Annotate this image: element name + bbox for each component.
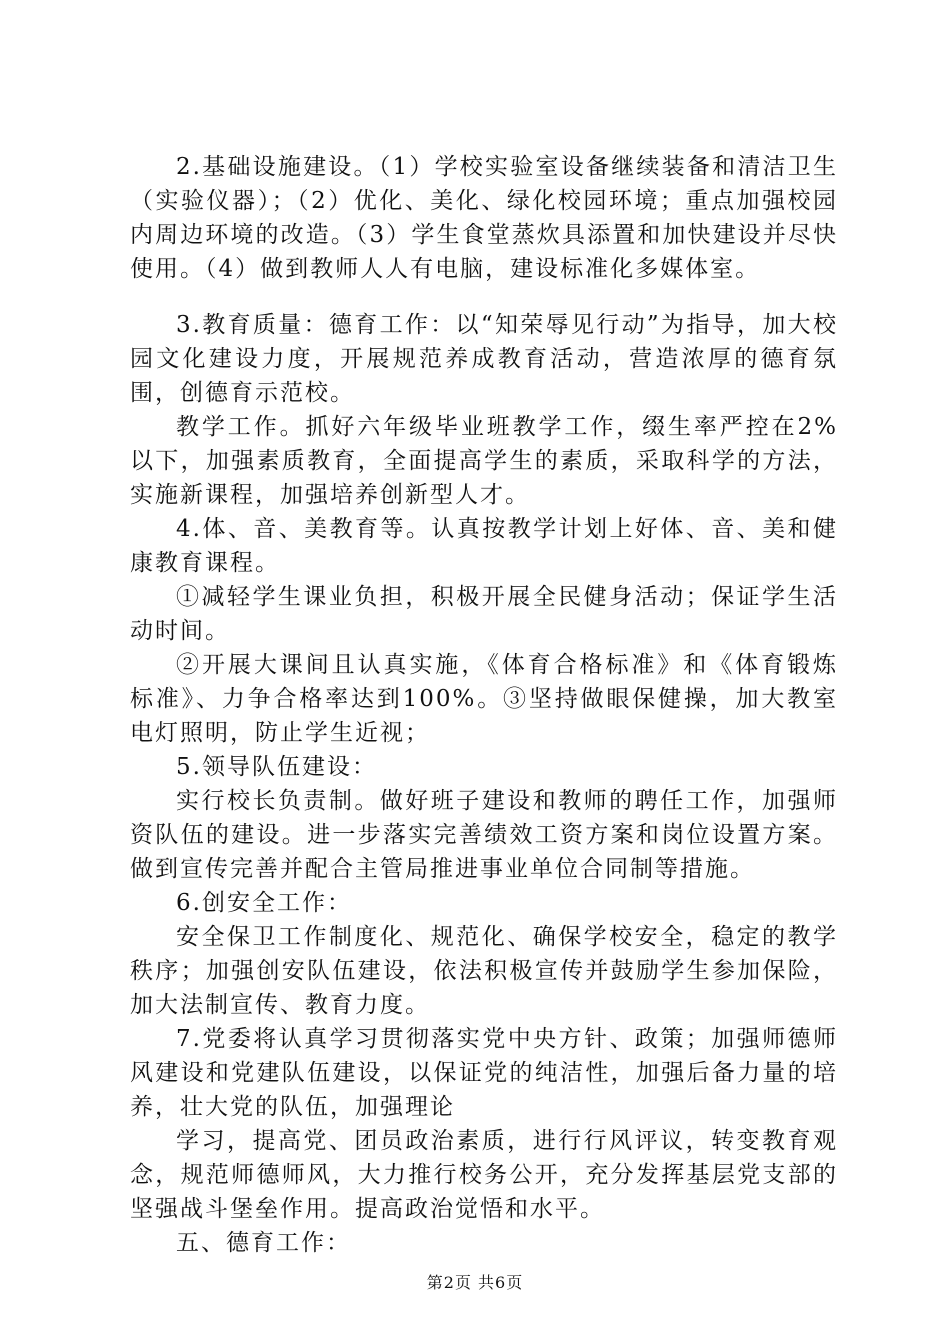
paragraph-item-2: ②开展大课间且认真实施，《体育合格标准》和《体育锻炼标准》、力争合格率达到100%。③坚持做眼保健操，加大教室电灯照明，防止学生近视； bbox=[130, 652, 838, 746]
paragraph-education-quality: 3.教育质量：德育工作：以“知荣辱见行动”为指导，加大校园文化建设力度，开展规范养成教育活动，营造浓厚的德育氛围，创德育示范校。 bbox=[130, 312, 838, 406]
paragraph-arts-sports: 4.体、音、美教育等。认真按教学计划上好体、音、美和健康教育课程。 bbox=[130, 516, 838, 576]
paragraph-leadership-body: 实行校长负责制。做好班子建设和教师的聘任工作，加强师资队伍的建设。进一步落实完善绩效工资方案和岗位设置方案。做到宣传完善并配合主管局推进事业单位合同制等措施。 bbox=[130, 788, 838, 882]
paragraph-safety-heading: 6.创安全工作： bbox=[176, 890, 352, 916]
paragraph-party-committee: 7.党委将认真学习贯彻落实党中央方针、政策；加强师德师风建设和党建队伍建设，以保证党的纯洁性，加强后备力量的培养，壮大党的队伍，加强理论 bbox=[130, 1026, 838, 1120]
paragraph-moral-education-heading: 五、德育工作： bbox=[176, 1230, 351, 1256]
paragraph-party-study: 学习，提高党、团员政治素质，进行行风评议，转变教育观念，规范师德师风，大力推行校务公开，充分发挥基层党支部的坚强战斗堡垒作用。提高政治觉悟和水平。 bbox=[130, 1128, 838, 1222]
paragraph-safety-body: 安全保卫工作制度化、规范化、确保学校安全，稳定的教学秩序；加强创安队伍建设，依法积极宣传并鼓励学生参加保险，加大法制宣传、教育力度。 bbox=[130, 924, 838, 1018]
paragraph-item-1: ①减轻学生课业负担，积极开展全民健身活动；保证学生活动时间。 bbox=[130, 584, 838, 644]
paragraph-teaching-work: 教学工作。抓好六年级毕业班教学工作，缀生率严控在2%以下，加强素质教育，全面提高学生的素质，采取科学的方法，实施新课程，加强培养创新型人才。 bbox=[130, 414, 838, 508]
paragraph-leadership-heading: 5.领导队伍建设： bbox=[176, 754, 377, 780]
document-body bbox=[130, 150, 838, 1260]
paragraph-infrastructure: 2.基础设施建设。（1）学校实验室设备继续装备和清洁卫生（实验仪器）；（2）优化、美化、绿化校园环境；重点加强校园内周边环境的改造。（3）学生食堂蒸炊具添置和加快建设并尽快使用。（4）做到教师人人有电脑，建设标准化多媒体室。 bbox=[130, 154, 838, 282]
page-number: 第2页 共6页 bbox=[426, 1273, 524, 1292]
